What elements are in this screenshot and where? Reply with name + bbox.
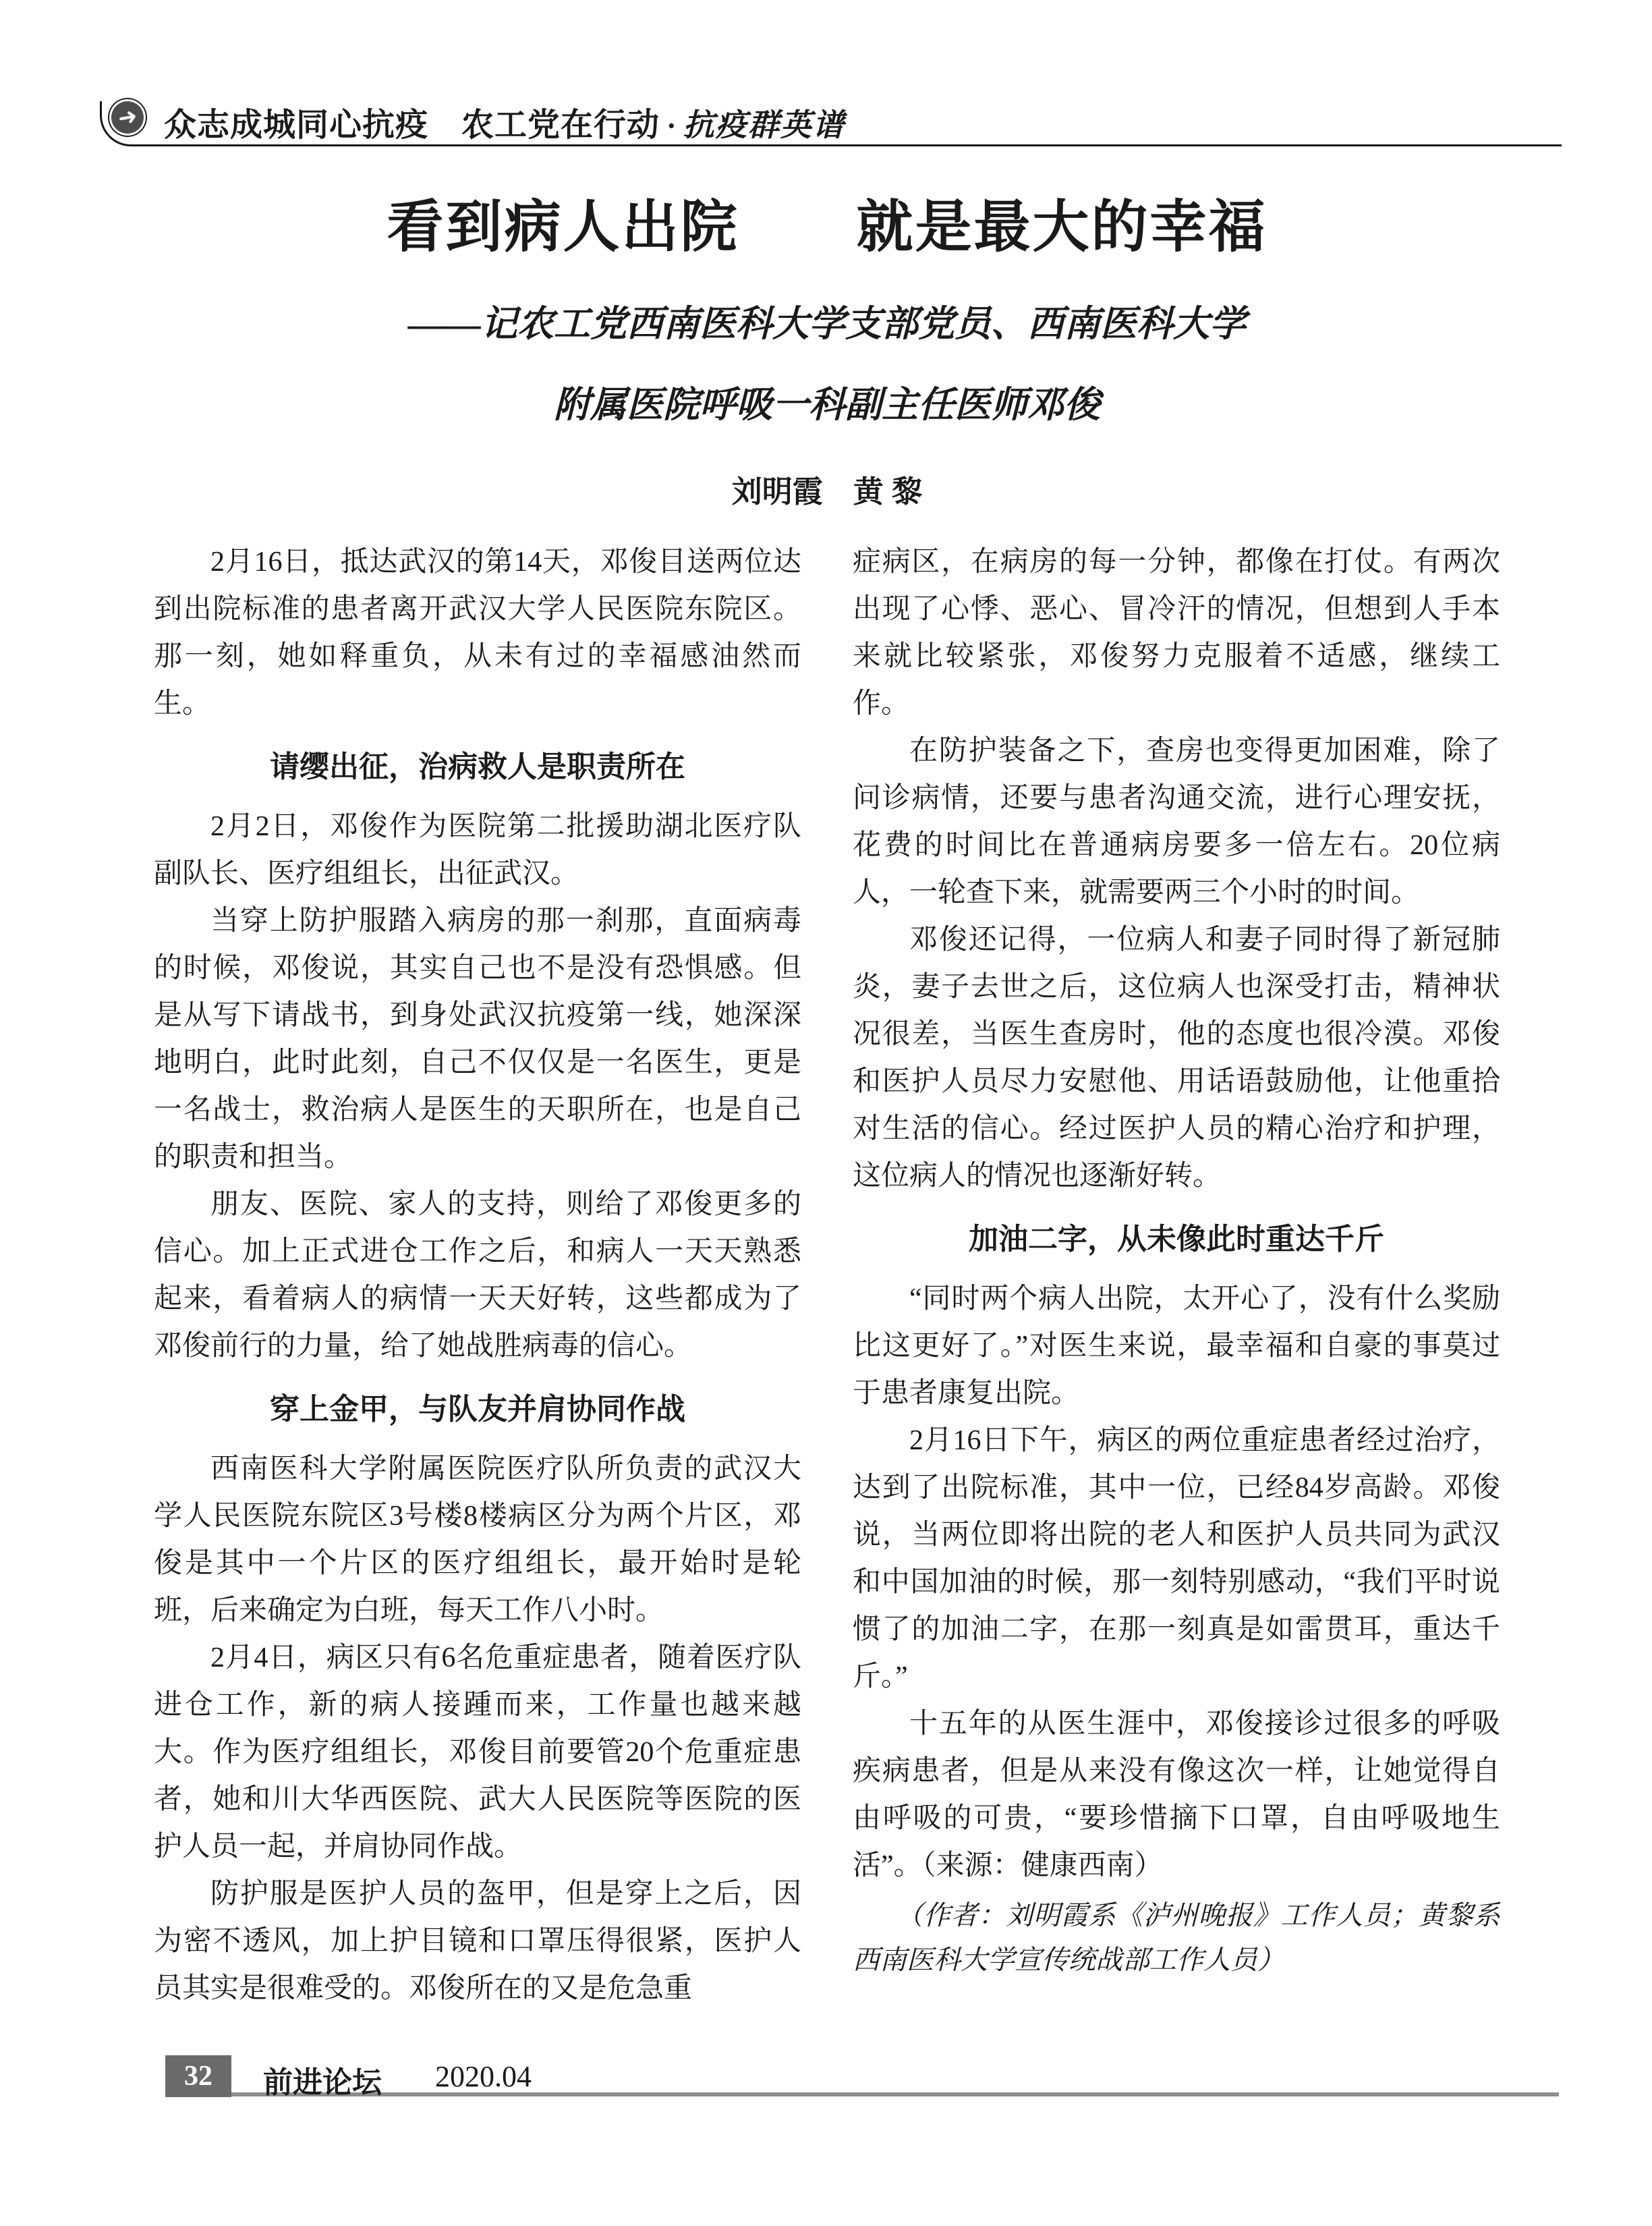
body-paragraph: 2月2日，邓俊作为医院第二批援助湖北医疗队副队长、医疗组组长，出征武汉。 [154,811,801,889]
banner-series-title: 抗疫群英谱 [683,108,845,142]
journal-issue: 2020.04 [435,2060,532,2093]
section-heading: 请缨出征，治病救人是职责所在 [270,750,685,783]
article-subtitle-line1: ——记农工党西南医科大学支部党员、西南医科大学 [408,304,1246,344]
banner-separator: · [666,109,677,142]
author-note: （作者：刘明霞系《泸州晚报》工作人员；黄黎系西南医科大学宣传统战部工作人员） [853,1900,1500,1975]
body-paragraph: “同时两个病人出院，太开心了，没有什么奖励比这更好了。”对医生来说，最幸福和自豪的事莫过于患者康复出院。 [853,1283,1500,1409]
body-paragraph: 2月16日下午，病区的两位重症患者经过治疗，达到了出院标准，其中一位，已经84岁高龄。邓俊说，当两位即将出院的老人和医护人员共同为武汉和中国加油的时候，那一刻特别感动，“我们平时说惯了的加油二字，在那一刻真是如雷贯耳，重达千斤。” [853,1425,1500,1692]
footer-rule [231,2092,1559,2096]
section-heading: 加油二字，从未像此时重达千斤 [969,1223,1384,1256]
article-body [154,538,1500,2044]
body-paragraph: 西南医科大学附属医院医疗队所负责的武汉大学人民医院东院区3号楼8楼病区分为两个片区，邓俊是其中一个片区的医疗组组长，最开始时是轮班，后来确定为白班，每天工作八小时。 [154,1453,801,1626]
banner-slogan: 众志成城同心抗疫 农工党在行动 [164,107,660,143]
right-arrow-glyph: ➜ [115,102,140,133]
body-paragraph: 防护服是医护人员的盔甲，但是穿上之后，因为密不透风，加上护目镜和口罩压得很紧，医护人员其实是很难受的。邓俊所在的又是危急重 [154,1879,801,2004]
header-banner [164,99,845,145]
article-title: 看到病人出院 就是最大的幸福 [387,195,1268,258]
body-paragraph: 朋友、医院、家人的支持，则给了邓俊更多的信心。加上正式进仓工作之后，和病人一天天熟悉起来，看着病人的病情一天天好转，这些都成为了邓俊前行的力量，给了她战胜病毒的信心。 [154,1189,801,1362]
body-paragraph: 当穿上防护服踏入病房的那一刹那，直面病毒的时候，邓俊说，其实自己也不是没有恐惧感。但是从写下请战书，到身处武汉抗疫第一线，她深深地明白，此时此刻，自己不仅仅是一名医生，更是一名战士，救治病人是医生的天职所在，也是自己的职责和担当。 [154,906,801,1173]
body-paragraph: 在防护装备之下，查房也变得更加困难，除了问诊病情，还要与患者沟通交流，进行心理安抚，花费的时间比在普通病房要多一倍左右。20位病人，一轮查下来，就需要两三个小时的时间。 [853,735,1500,908]
column-left [154,538,801,2044]
section-heading: 穿上金甲，与队友并肩协同作战 [270,1393,685,1426]
article-subtitle-line2: 附属医院呼吸一科副主任医师邓俊 [554,385,1100,425]
body-paragraph: 症病区，在病房的每一分钟，都像在打仗。有两次出现了心悸、恶心、冒冷汗的情况，但想到人手本来就比较紧张，邓俊努力克服着不适感，继续工作。 [853,547,1500,719]
header-band [100,101,1562,146]
body-paragraph: 邓俊还记得，一位病人和妻子同时得了新冠肺炎，妻子去世之后，这位病人也深受打击，精神状况很差，当医生查房时，他的态度也很冷漠。邓俊和医护人员尽力安慰他、用话语鼓励他，让他重拾对生活的信心。经过医护人员的精心治疗和护理，这位病人的情况也逐渐好转。 [853,924,1500,1192]
body-paragraph: 2月4日，病区只有6名危重症患者，随着医疗队进仓工作，新的病人接踵而来，工作量也越来越大。作为医疗组组长，邓俊目前要管20个危重症患者，她和川大华西医院、武大人民医院等医院的医护人员一起，并肩协同作战。 [154,1642,801,1862]
article-authors: 刘明霞 黄 黎 [731,474,923,509]
body-paragraph: 十五年的从医生涯中，邓俊接诊过很多的呼吸疾病患者，但是从来没有像这次一样，让她觉得自由呼吸的可贵，“要珍惜摘下口罩，自由呼吸地生活”。（来源：健康西南） [853,1708,1500,1881]
journal-title: 前进论坛 [263,2066,382,2099]
arrow-circle-icon [111,101,144,134]
body-paragraph: 2月16日，抵达武汉的第14天，邓俊目送两位达到出院标准的患者离开武汉大学人民医院东院区。那一刻，她如释重负，从未有过的幸福感油然而生。 [154,547,801,719]
column-right [853,538,1500,2044]
page-number-badge: 32 [165,2055,231,2097]
